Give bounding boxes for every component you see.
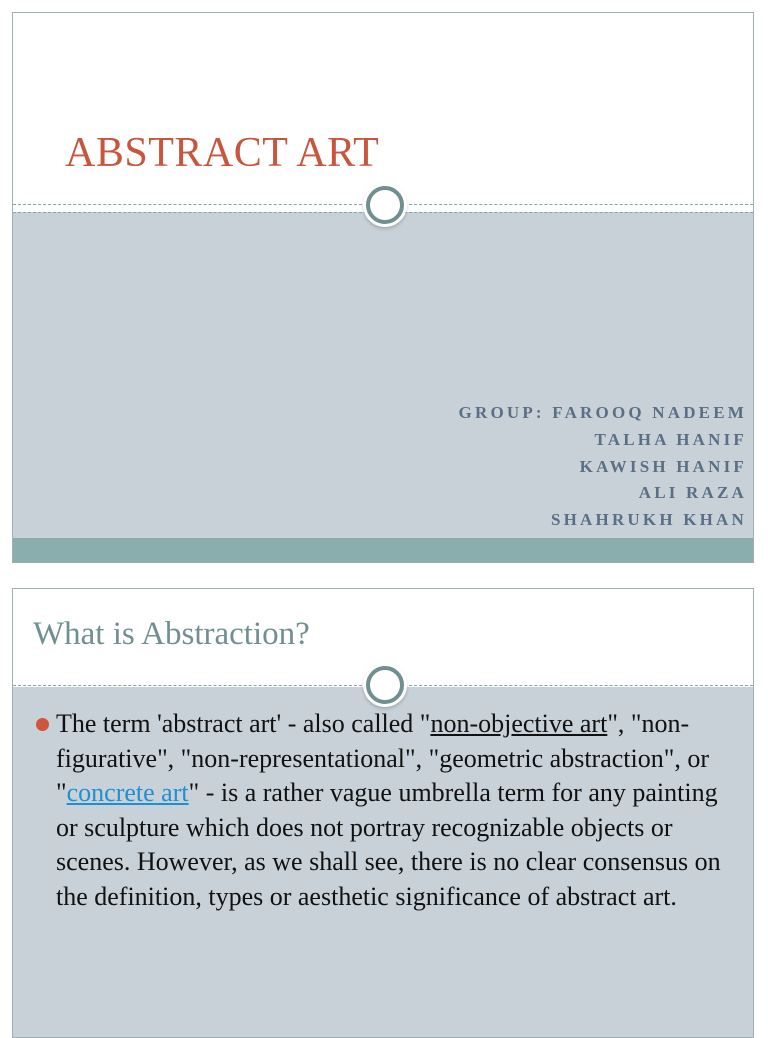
- group-member-line: ALI RAZA: [638, 483, 747, 503]
- body-text-part: The term 'abstract art' - also called ": [56, 709, 431, 738]
- group-member-line: GROUP: FAROOQ NADEEM: [458, 403, 747, 422]
- ring-icon: [366, 666, 404, 704]
- body-text-part: ", "non-figurative", "non-representational", "geometric abstraction", or ": [56, 709, 709, 808]
- group-member-line: SHAHRUKH KHAN: [550, 510, 747, 530]
- body-text-part: " - is a rather vague umbrella term for any painting or sculpture which does not portray recognizable objects or scenes. However, as we shall see, there is no clear consensus on the definition, types or aesthetic significance of abstract art.: [56, 778, 721, 911]
- non-objective-art-link[interactable]: non-objective art: [430, 709, 608, 738]
- group-members: [459, 400, 747, 534]
- ring-icon: [366, 186, 404, 224]
- slide-title: ABSTRACT ART: [65, 130, 380, 176]
- group-member-line: TALHA HANIF: [594, 429, 747, 449]
- bullet-paragraph: [56, 707, 742, 915]
- title-slide: [12, 12, 754, 563]
- content-slide: [12, 588, 754, 1038]
- footer-strip: [13, 538, 753, 563]
- bullet-dot-icon: [36, 718, 49, 731]
- concrete-art-link[interactable]: concrete art: [66, 778, 189, 808]
- group-member-line: KAWISH HANIF: [579, 456, 747, 476]
- slide-heading: What is Abstraction?: [33, 616, 310, 652]
